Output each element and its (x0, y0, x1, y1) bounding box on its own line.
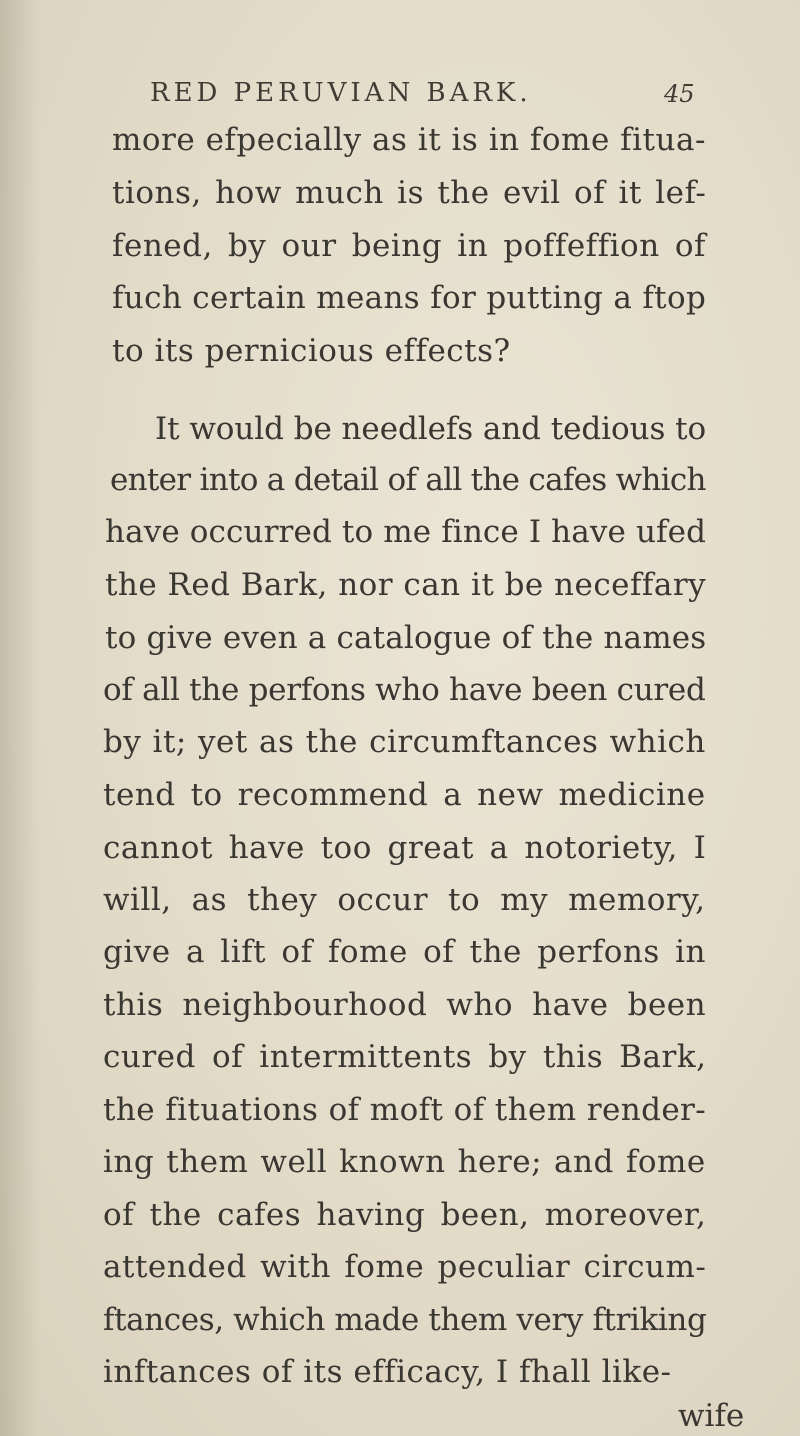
text-line-17: this neighbourhood who have been (103, 987, 707, 1023)
text-line-3: fened, by our being in poffeffion of (112, 228, 706, 264)
text-line-24: inftances of its efficacy, I fhall like- (103, 1354, 672, 1390)
text-line-6: It would be needlefs and tedious to (155, 411, 707, 447)
text-line-4: fuch certain means for putting a ftop (112, 280, 707, 316)
text-line-7: enter into a detail of all the cafes which (110, 462, 706, 498)
page-number: 45 (664, 80, 695, 108)
text-line-8: have occurred to me fince I have ufed (105, 514, 707, 550)
running-title: RED PERUVIAN BARK. (150, 78, 532, 108)
text-line-5: to its pernicious effects? (112, 333, 511, 369)
text-line-11: of all the perfons who have been cured (103, 672, 706, 708)
text-line-22: attended with fome peculiar circum- (103, 1249, 707, 1285)
text-line-12: by it; yet as the circumftances which (103, 724, 706, 760)
text-line-13: tend to recommend a new medicine (103, 777, 706, 813)
text-line-23: ftances, which made them very ftriking (103, 1302, 707, 1338)
text-line-10: to give even a catalogue of the names (105, 620, 707, 656)
text-line-21: of the cafes having been, moreover, (103, 1197, 707, 1233)
page-edge-shadow (0, 0, 40, 1436)
text-line-9: the Red Bark, nor can it be neceffary (105, 567, 707, 603)
text-line-19: the fituations of moft of them render- (103, 1092, 707, 1128)
text-line-16: give a lift of fome of the perfons in (103, 934, 707, 970)
text-line-15: will, as they occur to my memory, (103, 882, 706, 918)
catchword: wife (678, 1398, 745, 1434)
text-line-18: cured of intermittents by this Bark, (103, 1039, 707, 1075)
text-line-14: cannot have too great a notoriety, I (103, 830, 707, 866)
text-line-1: more efpecially as it is in fome fitua- (112, 122, 706, 158)
text-line-2: tions, how much is the evil of it lef- (112, 175, 707, 211)
text-line-20: ing them well known here; and fome (103, 1144, 706, 1180)
